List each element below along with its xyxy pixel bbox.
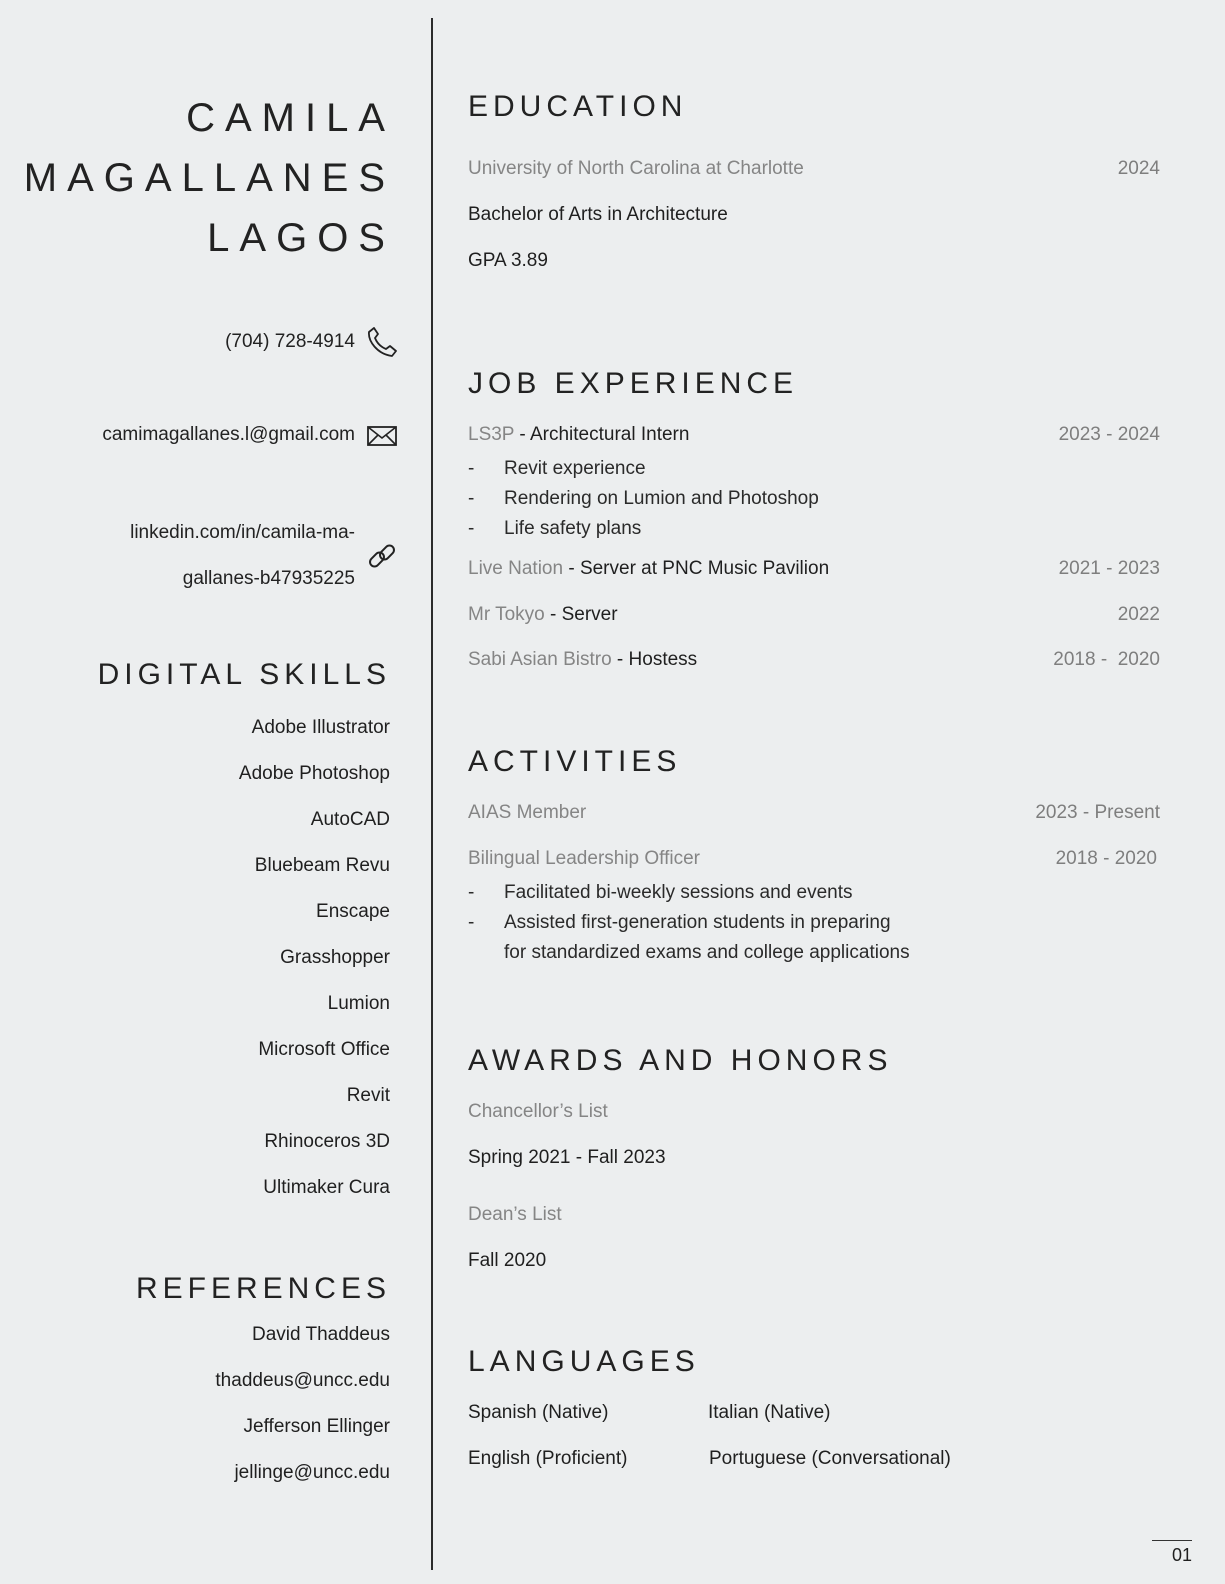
job-heading: JOB EXPERIENCE (468, 367, 799, 400)
skills-list (239, 705, 390, 1211)
language-item: Italian (Native) (708, 1402, 831, 1423)
skill-item: Grasshopper (280, 947, 390, 968)
activity-title: Bilingual Leadership Officer (468, 848, 701, 869)
job-date: 2022 (1117, 604, 1160, 625)
job-date: 2023 - 2024 (1058, 424, 1160, 445)
job-role: - Architectural Intern (514, 424, 690, 445)
reference-email[interactable]: jellinge@uncc.edu (234, 1462, 390, 1483)
job-row (468, 604, 1160, 626)
activity-row (468, 802, 1160, 824)
linkedin-text[interactable] (130, 510, 355, 602)
bullet-item: - Facilitated bi-weekly sessions and events (468, 878, 910, 908)
activity-title: AIAS Member (468, 802, 587, 823)
job-role: - Hostess (611, 649, 698, 670)
activities-heading: ACTIVITIES (468, 745, 682, 778)
award-title: Chancellor’s List (468, 1101, 608, 1122)
contact-phone (225, 325, 399, 359)
job-org: Live Nation (468, 558, 564, 579)
bullet-item: - Life safety plans (468, 514, 819, 544)
education-year: 2024 (1117, 158, 1160, 179)
bullet-continuation: for standardized exams and college applications (504, 942, 910, 963)
job-date: 2021 - 2023 (1058, 558, 1160, 579)
job-date: 2018 - 2020 (1053, 649, 1160, 670)
language-item: Spanish (Native) (468, 1402, 609, 1423)
education-heading: EDUCATION (468, 90, 688, 123)
phone-icon (365, 325, 399, 359)
degree: Bachelor of Arts in Architecture (468, 204, 728, 225)
activity-row (468, 848, 1160, 870)
skill-item: Microsoft Office (258, 1039, 390, 1060)
languages-heading: LANGUAGES (468, 1345, 700, 1378)
activity-date: 2023 - Present (1035, 802, 1160, 823)
name-line: MAGALLANES (23, 156, 395, 200)
education-row (468, 158, 1160, 180)
job-org: Sabi Asian Bistro (468, 649, 612, 670)
award-detail: Spring 2021 - Fall 2023 (468, 1147, 666, 1168)
references-heading: REFERENCES (135, 1272, 391, 1305)
award-detail: Fall 2020 (468, 1250, 547, 1271)
bullet-item: - Revit experience (468, 454, 819, 484)
activity-date: 2018 - 2020 (1055, 848, 1157, 869)
gpa: GPA 3.89 (468, 250, 548, 271)
reference-name: David Thaddeus (251, 1324, 390, 1345)
job-org: LS3P (468, 424, 515, 445)
job-row (468, 424, 1160, 446)
language-item: English (Proficient) (468, 1448, 628, 1469)
skills-heading: DIGITAL SKILLS (97, 658, 391, 691)
bullet-item: - Rendering on Lumion and Photoshop (468, 484, 819, 514)
school-name: University of North Carolina at Charlotte (468, 158, 804, 179)
job-bullets (468, 454, 819, 544)
skill-item: AutoCAD (310, 809, 390, 830)
contact-email (102, 418, 399, 452)
awards-heading: AWARDS AND HONORS (468, 1044, 893, 1077)
bullet-item: - Assisted first-generation students in preparing (468, 908, 910, 938)
skill-item: Ultimaker Cura (263, 1177, 390, 1198)
contact-linkedin (130, 510, 399, 602)
name-line: CAMILA (186, 96, 395, 140)
skill-item: Adobe Photoshop (238, 763, 390, 784)
job-org: Mr Tokyo (468, 604, 545, 625)
language-item: Portuguese (Conversational) (709, 1448, 951, 1469)
skill-item: Lumion (327, 993, 390, 1014)
references-list (215, 1312, 390, 1496)
mail-icon (365, 418, 399, 452)
skill-item: Revit (346, 1085, 390, 1106)
reference-name: Jefferson Ellinger (243, 1416, 390, 1437)
phone-text: (704) 728-4914 (225, 331, 355, 352)
linkedin-line: linkedin.com/in/camila-ma- (130, 522, 355, 543)
email-text[interactable]: camimagallanes.l@gmail.com (102, 424, 355, 445)
skill-item: Enscape (316, 901, 390, 922)
job-row (468, 649, 1160, 671)
activity-bullets (468, 878, 910, 968)
award-title: Dean’s List (468, 1204, 562, 1225)
job-role: - Server at PNC Music Pavilion (563, 558, 830, 579)
name-line: LAGOS (207, 216, 395, 260)
page-number: 01 (1152, 1540, 1192, 1566)
skill-item: Adobe Illustrator (251, 717, 390, 738)
skill-item: Bluebeam Revu (254, 855, 390, 876)
reference-email[interactable]: thaddeus@uncc.edu (215, 1370, 390, 1391)
job-role: - Server (544, 604, 618, 625)
job-row (468, 558, 1160, 580)
linkedin-line: gallanes-b47935225 (182, 568, 355, 589)
candidate-name (24, 88, 395, 268)
link-icon (365, 539, 399, 573)
skill-item: Rhinoceros 3D (264, 1131, 390, 1152)
column-divider (431, 18, 433, 1570)
